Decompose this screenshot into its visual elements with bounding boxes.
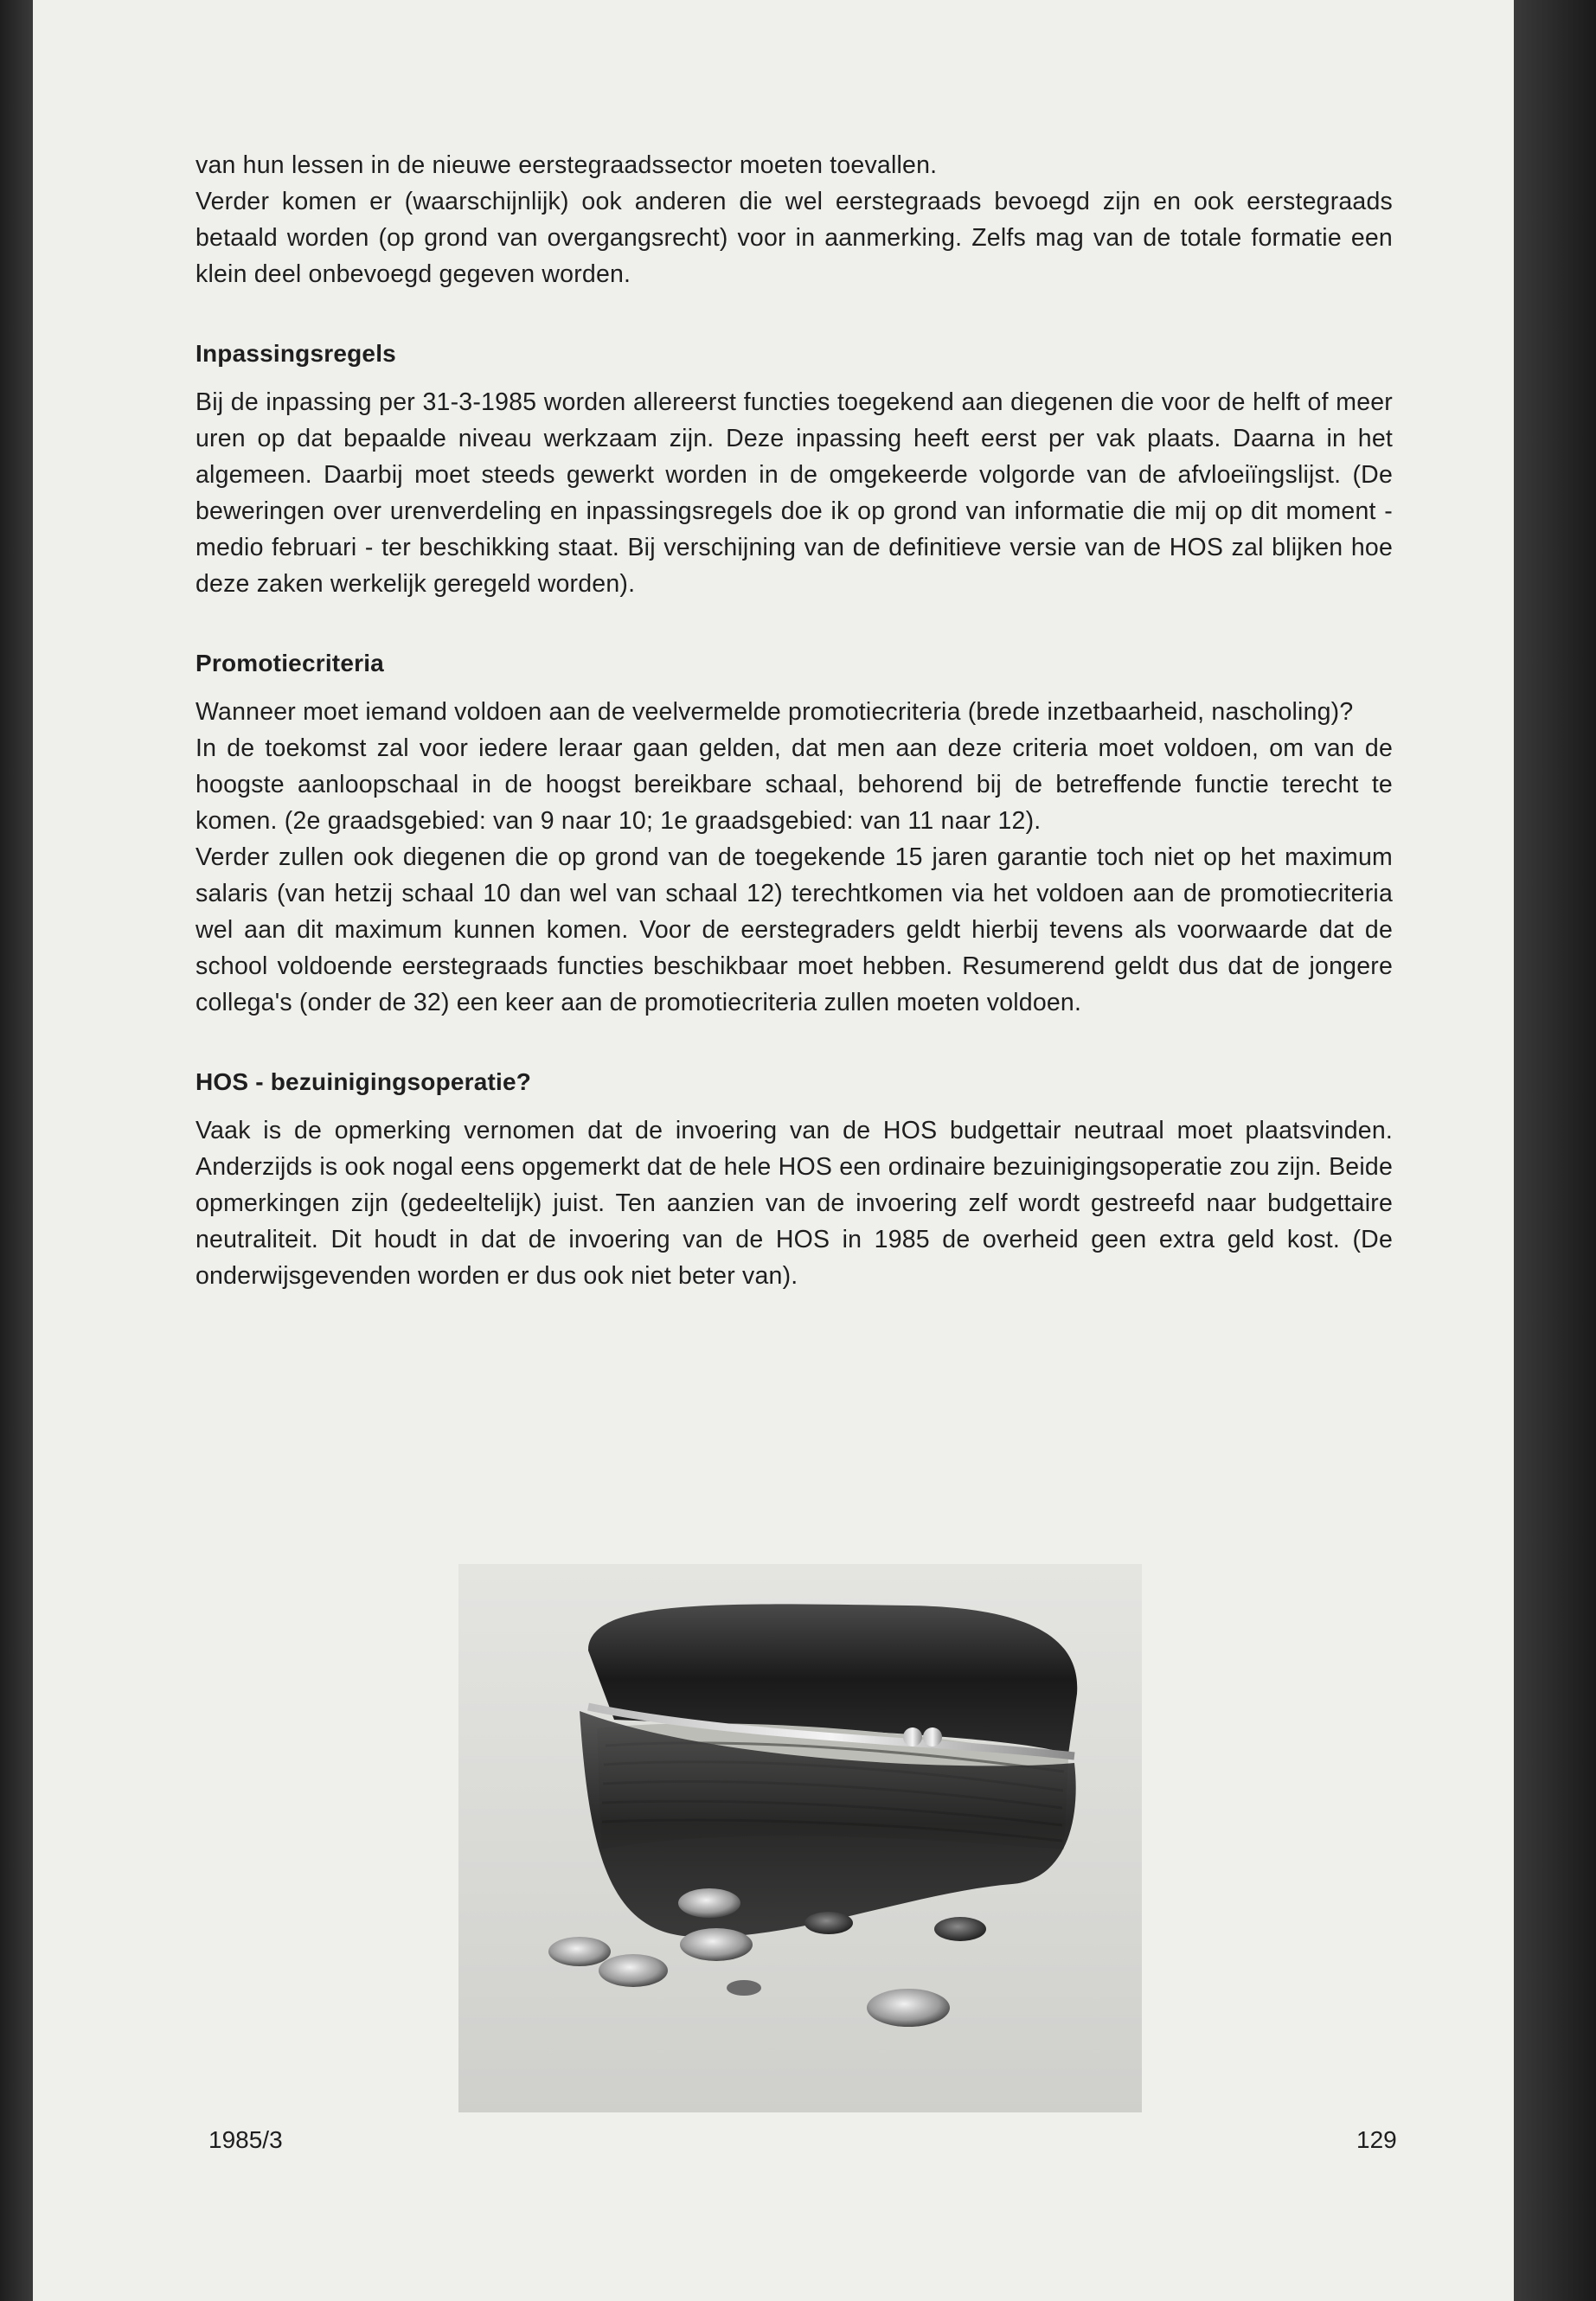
section-heading-promotiecriteria: Promotiecriteria	[195, 650, 384, 676]
promotiecriteria-paragraph-1: Wanneer moet iemand voldoen aan de veelvermelde promotiecriteria (brede inzetbaarheid, nascholing)?	[195, 698, 1354, 726]
section-heading-inpassingsregels: Inpassingsregels	[195, 340, 396, 367]
inpassingsregels-paragraph: Bij de inpassing per 31-3-1985 worden allereerst functies toegekend aan diegenen die voor de helft of meer uren op dat bepaalde niveau werkzaam zijn. Deze inpassing heeft eerst per vak plaats. Daarna in het algemeen. Daarbij moet steeds gewerkt worden in de omgekeerde volgorde van de afvloeiïngslijst. (De beweringen over urenverdeling en inpassingsregels doe ik op grond van informatie die mij op dit moment - medio februari - ter beschikking staat. Bij verschijning van de definitieve versie van de HOS zal blijken hoe deze zaken werkelijk geregeld worden).	[195, 388, 1393, 598]
document-page	[33, 0, 1514, 2301]
article-body	[195, 147, 1393, 1294]
purse-photo	[458, 1564, 1142, 2112]
section-heading-hos-bezuinigingsoperatie: HOS - bezuinigingsoperatie?	[195, 1068, 532, 1095]
page-number: 129	[1356, 2126, 1397, 2153]
promotiecriteria-paragraph-2: In de toekomst zal voor iedere leraar gaan gelden, dat men aan deze criteria moet voldoen, om van de hoogste aanloopschaal in de hoogst bereikbare schaal, behorend bij de betreffende functie terecht te komen. (2e graadsgebied: van 9 naar 10; 1e graadsgebied: van 11 naar 12).	[195, 734, 1393, 835]
intro-paragraph-1: van hun lessen in de nieuwe eerstegraadssector moeten toevallen.	[195, 151, 938, 179]
scan-edge-right	[1514, 0, 1596, 2301]
scan-edge-left	[0, 0, 33, 2301]
promotiecriteria-paragraph-3: Verder zullen ook diegenen die op grond van de toegekende 15 jaren garantie toch niet op het maximum salaris (van hetzij schaal 10 dan wel van schaal 12) terechtkomen via het voldoen aan de promotiecriteria wel aan dit maximum kunnen komen. Voor de eerstegraders geldt hierbij tevens als voorwaarde dat de school voldoende eerstegraads functies beschikbaar moet hebben. Resumerend geldt dus dat de jongere collega's (onder de 32) een keer aan de promotiecriteria zullen moeten voldoen.	[195, 843, 1393, 1016]
issue-number: 1985/3	[208, 2126, 283, 2153]
hos-paragraph: Vaak is de opmerking vernomen dat de invoering van de HOS budgettair neutraal moet plaatsvinden. Anderzijds is ook nogal eens opgemerkt dat de hele HOS een ordinaire bezuinigingsoperatie zou zijn. Beide opmerkingen zijn (gedeeltelijk) juist. Ten aanzien van de invoering zelf wordt gestreefd naar budgettaire neutraliteit. Dit houdt in dat de invoering van de HOS in 1985 de overheid geen extra geld kost. (De onderwijsgevenden worden er dus ook niet beter van).	[195, 1117, 1393, 1290]
intro-paragraph-2: Verder komen er (waarschijnlijk) ook anderen die wel eerstegraads bevoegd zijn en ook eerstegraads betaald worden (op grond van overgangsrecht) voor in aanmerking. Zelfs mag van de totale formatie een klein deel onbevoegd gegeven worden.	[195, 188, 1393, 288]
